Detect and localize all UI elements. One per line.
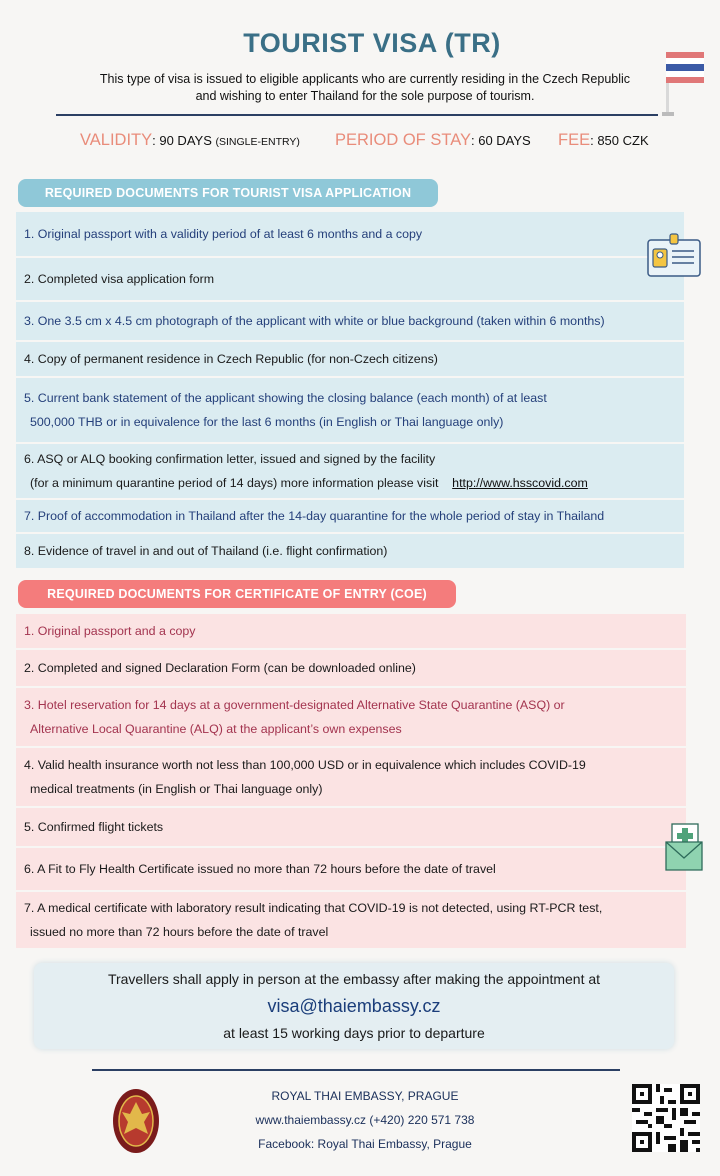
- divider: [56, 114, 658, 116]
- coe-doc-line: 3. Hotel reservation for 14 days at a government-designated Alternative State Quarantine (ASQ) or: [24, 698, 565, 712]
- footer-facebook[interactable]: Facebook: Royal Thai Embassy, Prague: [258, 1137, 472, 1151]
- visa-doc-line: 500,000 THB or in equivalence for the last 6 months (in English or Thai language only): [30, 415, 504, 429]
- visa-doc-line: 3. One 3.5 cm x 4.5 cm photograph of the applicant with white or blue background (taken within 6 months): [24, 314, 605, 328]
- footer-contact: [200, 1084, 530, 1156]
- stay-fact: [335, 131, 531, 150]
- coe-doc-item: [16, 748, 686, 808]
- notice-line-1: Travellers shall apply in person at the embassy after making the appointment at: [107, 971, 601, 987]
- validity-fact: [80, 131, 300, 150]
- footer-org: ROYAL THAI EMBASSY, PRAGUE: [271, 1089, 459, 1103]
- flagpole-base: [662, 112, 674, 116]
- notice-line-3: at least 15 working days prior to departure: [223, 1025, 485, 1041]
- visa-doc-line: 6. ASQ or ALQ booking confirmation letter, issued and signed by the facility: [24, 452, 436, 466]
- stay-value: : 60 DAYS: [471, 133, 531, 148]
- page-title: TOURIST VISA (TR): [243, 28, 501, 58]
- visa-doc-line: 4. Copy of permanent residence in Czech Republic (for non-Czech citizens): [24, 352, 438, 366]
- stay-label: PERIOD OF STAY: [335, 131, 471, 149]
- visa-doc-line: 5. Current bank statement of the applicant showing the closing balance (each month) of at least: [24, 391, 547, 405]
- visa-doc-item: [16, 342, 684, 378]
- intro-text: [70, 71, 660, 105]
- fee-value: : 850 CZK: [590, 133, 649, 148]
- coe-doc-item: [16, 808, 686, 848]
- footer-website-phone[interactable]: www.thaiembassy.cz (+420) 220 571 738: [255, 1113, 475, 1127]
- validity-note: (SINGLE-ENTRY): [215, 136, 300, 148]
- visa-doc-line: 8. Evidence of travel in and out of Thailand (i.e. flight confirmation): [24, 544, 388, 558]
- coe-doc-line: 7. A medical certificate with laboratory result indicating that COVID-19 is not detected, using RT-PCR test,: [24, 901, 603, 915]
- coe-doc-item: [16, 892, 686, 950]
- visa-doc-item: [16, 258, 684, 302]
- hsscovid-link[interactable]: http://www.hsscovid.com: [452, 476, 588, 490]
- fee-label: FEE: [558, 131, 591, 149]
- embassy-seal-icon: [112, 1088, 160, 1154]
- coe-doc-item: [16, 848, 686, 892]
- validity-value: : 90 DAYS: [152, 133, 216, 148]
- thailand-flag-icon: [666, 52, 704, 82]
- coe-doc-item: [16, 614, 686, 650]
- visa-email-link[interactable]: visa@thaiembassy.cz: [267, 996, 441, 1016]
- id-card-icon: [646, 232, 702, 280]
- visa-doc-item: [16, 444, 684, 500]
- visa-doc-text: (for a minimum quarantine period of 14 days) more information please visit: [30, 476, 439, 490]
- coe-doc-line: 1. Original passport and a copy: [24, 624, 196, 638]
- visa-doc-line: [24, 471, 684, 495]
- application-notice: [34, 963, 674, 1049]
- coe-docs-heading: REQUIRED DOCUMENTS FOR CERTIFICATE OF ENTRY (COE): [18, 580, 456, 608]
- validity-label: VALIDITY: [80, 131, 153, 149]
- coe-doc-line: Alternative Local Quarantine (ALQ) at the applicant’s own expenses: [30, 722, 402, 736]
- visa-doc-item: [16, 212, 684, 258]
- footer-divider: [92, 1069, 620, 1071]
- visa-doc-item: [16, 378, 684, 444]
- coe-doc-line: medical treatments (in English or Thai language only): [30, 782, 323, 796]
- coe-doc-item: [16, 650, 686, 688]
- visa-doc-line: 7. Proof of accommodation in Thailand after the 14-day quarantine for the whole period of stay in Thailand: [24, 509, 605, 523]
- visa-doc-item: [16, 500, 684, 534]
- coe-doc-item: [16, 688, 686, 748]
- coe-doc-line: 6. A Fit to Fly Health Certificate issued no more than 72 hours before the date of travel: [24, 862, 496, 876]
- coe-doc-line: 2. Completed and signed Declaration Form (can be downloaded online): [24, 661, 416, 675]
- intro-line-2: and wishing to enter Thailand for the sole purpose of tourism.: [195, 89, 535, 103]
- coe-doc-line: 5. Confirmed flight tickets: [24, 820, 164, 834]
- medical-envelope-icon: [664, 822, 704, 872]
- qr-code-icon[interactable]: [632, 1084, 700, 1152]
- visa-doc-line: 1. Original passport with a validity period of at least 6 months and a copy: [24, 227, 423, 241]
- visa-docs-heading: REQUIRED DOCUMENTS FOR TOURIST VISA APPLICATION: [18, 179, 438, 207]
- visa-doc-line: 2. Completed visa application form: [24, 272, 215, 286]
- coe-doc-line: 4. Valid health insurance worth not less than 100,000 USD or in equivalence which includes COVID-19: [24, 758, 586, 772]
- fee-fact: [558, 131, 649, 150]
- intro-line-1: This type of visa is issued to eligible applicants who are currently residing in the Czech Republic: [99, 72, 631, 86]
- coe-doc-line: issued no more than 72 hours before the date of travel: [30, 925, 329, 939]
- visa-doc-item: [16, 534, 684, 570]
- visa-doc-item: [16, 302, 684, 342]
